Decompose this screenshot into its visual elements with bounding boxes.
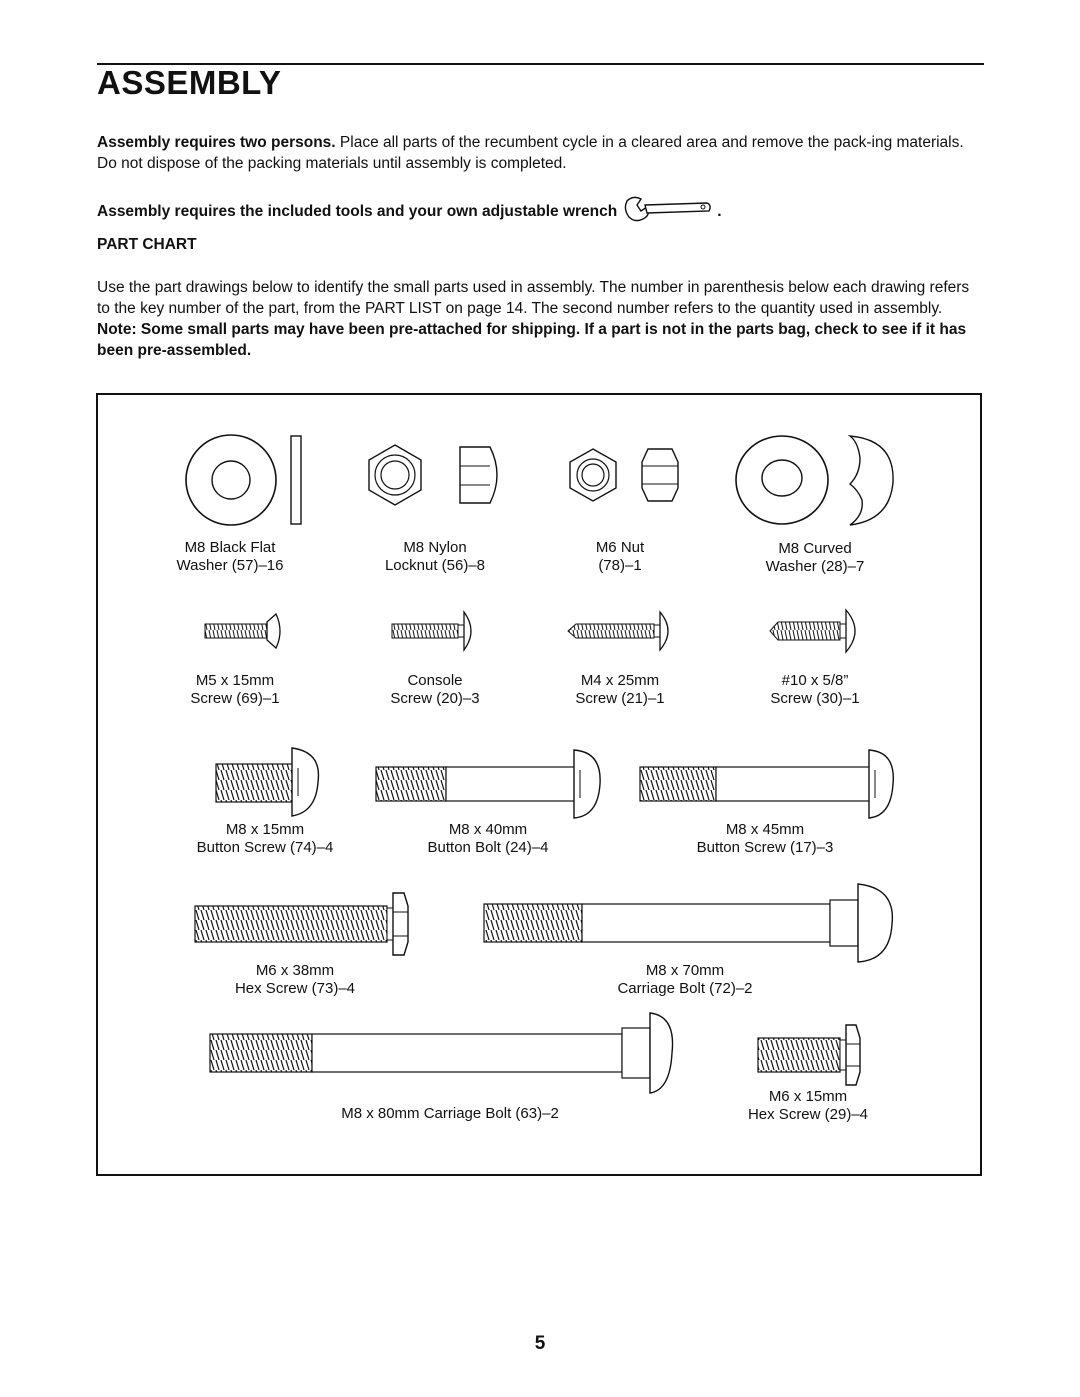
label-button-bolt-24: M8 x 40mm Button Bolt (24)–4 <box>427 821 549 856</box>
tools-note-period: . <box>717 203 722 221</box>
screw-30-icon <box>770 610 855 652</box>
intro-text: Place all parts of the recumbent cycle in a cleared area and remove the pack-ing materials. Do not dispose of the packing materials until assembly is completed. <box>97 134 964 172</box>
label-nut-78: M6 Nut (78)–1 <box>595 539 645 574</box>
page-number: 5 <box>534 1333 546 1354</box>
label-button-screw-17: M8 x 45mm Button Screw (17)–3 <box>696 821 834 856</box>
label-screw-30: #10 x 5/8” Screw (30)–1 <box>770 672 860 707</box>
label-washer-57: M8 Black Flat Washer (57)–16 <box>176 539 284 574</box>
screw-21-icon <box>568 612 668 650</box>
page-title: ASSEMBLY <box>97 64 282 101</box>
screw-69-icon <box>205 614 280 648</box>
nylon-locknut-icon <box>369 445 497 505</box>
label-screw-69: M5 x 15mm Screw (69)–1 <box>190 672 280 707</box>
screw-20-icon <box>392 612 471 650</box>
hex-nut-icon <box>570 449 678 501</box>
button-bolt-24-icon <box>376 750 600 818</box>
part-chart-text: Use the part drawings below to identify the small parts used in assembly. The number in parenthesis below each drawing refers to the key number of the part, from the PART LIST on page 14. The second number refers to the quantity used in assembly. <box>97 279 970 317</box>
label-carriage-bolt-63: M8 x 80mm Carriage Bolt (63)–2 <box>341 1105 559 1122</box>
label-button-screw-74: M8 x 15mm Button Screw (74)–4 <box>196 821 334 856</box>
button-screw-74-icon <box>216 748 318 816</box>
label-carriage-bolt-72: M8 x 70mm Carriage Bolt (72)–2 <box>617 962 753 997</box>
label-locknut-56: M8 Nylon Locknut (56)–8 <box>384 539 486 574</box>
label-screw-21: M4 x 25mm Screw (21)–1 <box>575 672 665 707</box>
curved-washer-icon <box>736 436 893 525</box>
hex-screw-73-icon <box>195 893 408 955</box>
carriage-bolt-72-icon <box>484 884 892 962</box>
carriage-bolt-63-icon <box>210 1013 673 1093</box>
intro-bold: Assembly requires two persons. <box>97 134 336 151</box>
button-screw-17-icon <box>640 750 893 818</box>
part-chart-heading: PART CHART <box>97 236 197 253</box>
label-screw-20: Console Screw (20)–3 <box>390 672 480 707</box>
part-chart-note: Note: Some small parts may have been pre-attached for shipping. If a part is not in the parts bag, check to see if it has been pre-assembled. <box>97 321 967 359</box>
tools-note-text: Assembly requires the included tools and your own adjustable wrench <box>97 203 618 221</box>
flat-washer-icon <box>186 435 301 525</box>
hex-screw-29-icon <box>758 1025 860 1085</box>
label-hex-screw-29: M6 x 15mm Hex Screw (29)–4 <box>747 1088 869 1123</box>
label-washer-28: M8 Curved Washer (28)–7 <box>765 540 865 575</box>
label-hex-screw-73: M6 x 38mm Hex Screw (73)–4 <box>234 962 356 997</box>
